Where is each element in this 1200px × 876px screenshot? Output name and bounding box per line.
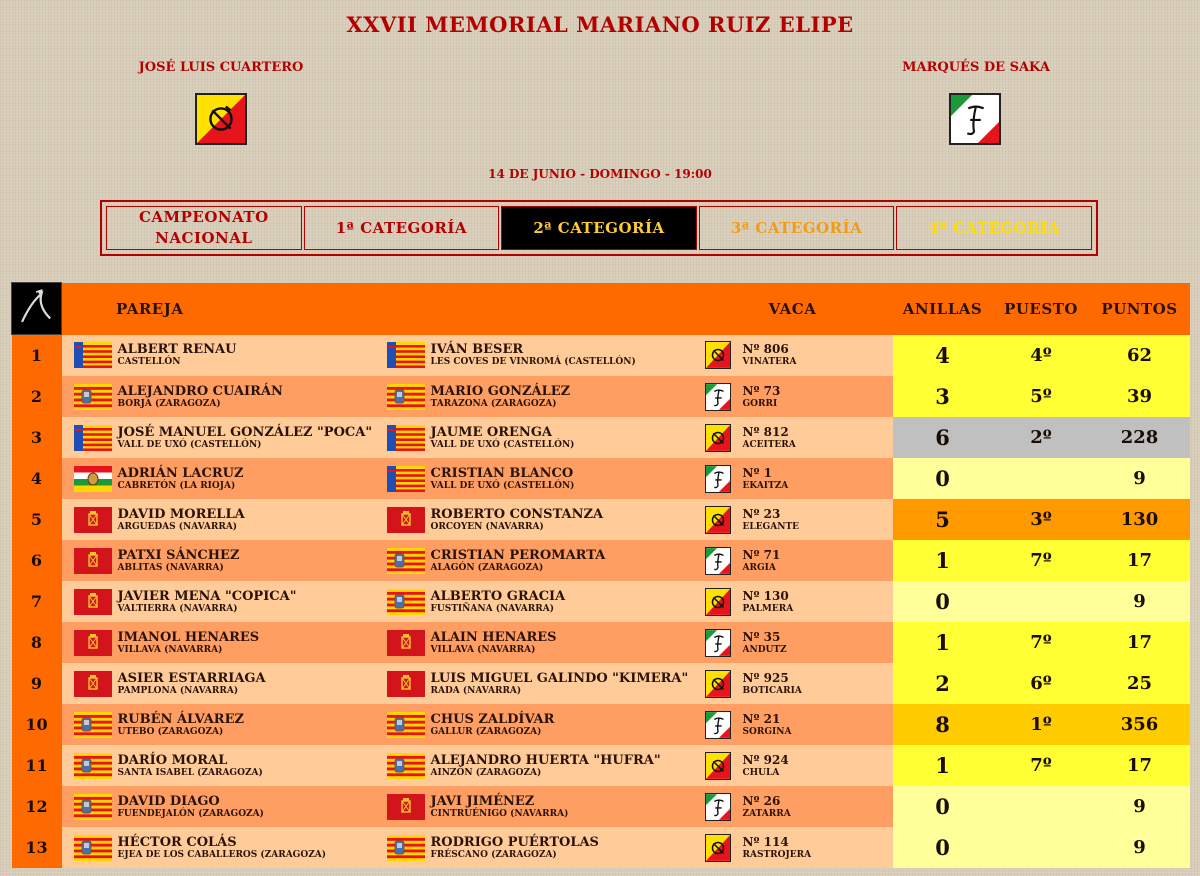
- valencia-flag-icon: [387, 342, 425, 368]
- anillas-value: 6: [893, 417, 993, 458]
- cuartero-ganaderia-icon: [705, 670, 731, 698]
- table-row: [12, 786, 1190, 827]
- player-2-cell: [375, 376, 693, 417]
- player-1-cell: [62, 745, 375, 786]
- player-2-name: RODRIGO PUÉRTOLAS: [430, 834, 599, 850]
- puntos-value: 9: [1090, 581, 1190, 622]
- vaca-cell: [693, 581, 893, 622]
- player-1-location: ARGUEDAS (NAVARRA): [117, 521, 238, 532]
- vaca-name: SORGINA: [742, 726, 792, 737]
- player-1-location: SANTA ISABEL (ZARAGOZA): [117, 767, 263, 778]
- puntos-value: 25: [1090, 663, 1190, 704]
- player-2-cell: [375, 827, 693, 868]
- aragon-flag-icon: [387, 589, 425, 615]
- table-header: [12, 283, 1190, 335]
- vaca-name: GORRI: [742, 398, 778, 409]
- player-2-name: MARIO GONZÁLEZ: [430, 383, 571, 399]
- tab-label: 3ª CATEGORÍA: [730, 218, 863, 237]
- table-row: [12, 499, 1190, 540]
- navarra-flag-icon: [387, 671, 425, 697]
- sponsor-left-name: JOSÉ LUIS CUARTERO: [138, 60, 304, 75]
- puesto-value: 1º: [993, 704, 1090, 745]
- anillas-value: 3: [893, 376, 993, 417]
- vaca-name: CHULA: [742, 767, 780, 778]
- player-1-name: JOSÉ MANUEL GONZÁLEZ "POCA": [117, 424, 373, 440]
- puntos-value: 9: [1090, 458, 1190, 499]
- puesto-value: 2º: [993, 417, 1090, 458]
- player-1-location: PAMPLONA (NAVARRA): [117, 685, 239, 696]
- vaca-name: ELEGANTE: [742, 521, 800, 532]
- row-number: 8: [12, 622, 62, 663]
- aragon-flag-icon: [387, 835, 425, 861]
- tab-campeonato-nacional[interactable]: [106, 206, 302, 250]
- tab-3-categoria[interactable]: [699, 206, 895, 250]
- valencia-flag-icon: [387, 425, 425, 451]
- col-header-puntos: PUNTOS: [1090, 283, 1190, 335]
- player-2-cell: [375, 663, 693, 704]
- row-number: 11: [12, 745, 62, 786]
- vaca-cell: [693, 499, 893, 540]
- player-2-cell: [375, 745, 693, 786]
- table-row: [12, 745, 1190, 786]
- player-1-location: ABLITAS (NAVARRA): [117, 562, 224, 573]
- table-row: [12, 704, 1190, 745]
- player-1-location: CASTELLÓN: [117, 357, 181, 368]
- saka-ganaderia-icon: [705, 383, 731, 411]
- player-1-location: VALL DE UXÓ (CASTELLÓN): [117, 439, 262, 450]
- player-1-name: RUBÉN ÁLVAREZ: [117, 711, 244, 727]
- player-1-cell: [62, 540, 375, 581]
- player-2-location: TARAZONA (ZARAGOZA): [430, 398, 557, 409]
- vaca-number: Nº 21: [742, 711, 781, 726]
- vaca-name: EKAITZA: [742, 480, 789, 491]
- player-1-cell: [62, 458, 375, 499]
- row-number: 12: [12, 786, 62, 827]
- saka-ganaderia-icon: [705, 793, 731, 821]
- player-1-name: DAVID MORELLA: [117, 506, 245, 522]
- anillas-value: 2: [893, 663, 993, 704]
- table-row: [12, 376, 1190, 417]
- vaca-number: Nº 71: [742, 547, 781, 562]
- vaca-number: Nº 812: [742, 424, 789, 439]
- player-2-cell: [375, 499, 693, 540]
- player-2-cell: [375, 704, 693, 745]
- puesto-value: [993, 458, 1090, 499]
- sponsor-right-name: MARQUÉS DE SAKA: [902, 60, 1050, 75]
- aragon-flag-icon: [387, 384, 425, 410]
- player-1-name: ADRIÁN LACRUZ: [117, 465, 244, 481]
- cuartero-ganaderia-icon: [705, 834, 731, 862]
- anillas-value: 8: [893, 704, 993, 745]
- row-number: 7: [12, 581, 62, 622]
- table-row: [12, 540, 1190, 581]
- player-2-name: CRISTIAN PEROMARTA: [430, 547, 606, 563]
- vaca-cell: [693, 376, 893, 417]
- valencia-flag-icon: [387, 466, 425, 492]
- navarra-flag-icon: [74, 630, 112, 656]
- vaca-number: Nº 26: [742, 793, 781, 808]
- puntos-value: 9: [1090, 786, 1190, 827]
- player-2-cell: [375, 335, 693, 377]
- player-1-name: ALEJANDRO CUAIRÁN: [117, 383, 283, 399]
- player-2-location: VALL DE UXÓ (CASTELLÓN): [430, 439, 575, 450]
- puesto-value: [993, 786, 1090, 827]
- player-2-name: JAUME ORENGA: [430, 424, 553, 440]
- player-1-cell: [62, 704, 375, 745]
- cuartero-ganaderia-icon: [705, 341, 731, 369]
- saka-ganaderia-icon: [705, 629, 731, 657]
- navarra-flag-icon: [74, 671, 112, 697]
- row-number: 1: [12, 335, 62, 377]
- player-1-location: FUENDEJALÓN (ZARAGOZA): [117, 808, 264, 819]
- puesto-value: 7º: [993, 540, 1090, 581]
- cuartero-ganaderia-icon: [705, 506, 731, 534]
- rioja-flag-icon: [74, 466, 112, 492]
- valencia-flag-icon: [74, 342, 112, 368]
- vaca-name: VINATERA: [742, 357, 797, 368]
- row-number: 3: [12, 417, 62, 458]
- player-2-name: ALBERTO GRACIA: [430, 588, 566, 604]
- cuartero-ganaderia-logo-icon: [195, 93, 247, 145]
- player-2-name: ALAIN HENARES: [430, 629, 557, 645]
- aragon-flag-icon: [74, 835, 112, 861]
- vaca-name: PALMERA: [742, 603, 794, 614]
- table-row: [12, 663, 1190, 704]
- player-1-cell: [62, 663, 375, 704]
- vaca-cell: [693, 745, 893, 786]
- cuartero-ganaderia-icon: [705, 588, 731, 616]
- player-2-location: ALAGÓN (ZARAGOZA): [430, 562, 544, 573]
- aragon-flag-icon: [74, 384, 112, 410]
- vaca-number: Nº 925: [742, 670, 789, 685]
- player-1-location: EJEA DE LOS CABALLEROS (ZARAGOZA): [117, 849, 327, 860]
- saka-ganaderia-icon: [705, 547, 731, 575]
- vaca-number: Nº 114: [742, 834, 789, 849]
- aragon-flag-icon: [387, 753, 425, 779]
- player-1-cell: [62, 335, 375, 377]
- player-2-location: FRÉSCANO (ZARAGOZA): [430, 849, 557, 860]
- player-1-cell: [62, 417, 375, 458]
- table-row: [12, 458, 1190, 499]
- valencia-flag-icon: [74, 425, 112, 451]
- player-1-location: VILLAVA (NAVARRA): [117, 644, 223, 655]
- navarra-flag-icon: [387, 630, 425, 656]
- player-2-cell: [375, 581, 693, 622]
- anillas-value: 1: [893, 540, 993, 581]
- vaca-cell: [693, 335, 893, 377]
- anillas-value: 0: [893, 458, 993, 499]
- aragon-flag-icon: [74, 794, 112, 820]
- puntos-value: 356: [1090, 704, 1190, 745]
- player-1-name: IMANOL HENARES: [117, 629, 260, 645]
- puntos-value: 17: [1090, 745, 1190, 786]
- vaca-cell: [693, 417, 893, 458]
- vaca-name: ACEITERA: [742, 439, 796, 450]
- puesto-value: 4º: [993, 335, 1090, 377]
- player-1-name: ALBERT RENAU: [117, 342, 237, 358]
- player-1-cell: [62, 499, 375, 540]
- player-1-cell: [62, 622, 375, 663]
- player-2-name: IVÁN BESER: [430, 342, 524, 358]
- player-2-name: ALEJANDRO HUERTA "HUFRA": [430, 752, 661, 768]
- col-header-puesto: PUESTO: [993, 283, 1090, 335]
- vaca-name: BOTICARIA: [742, 685, 802, 696]
- vaca-number: Nº 73: [742, 383, 781, 398]
- tab-1-categoria[interactable]: [304, 206, 500, 250]
- vaca-cell: [693, 663, 893, 704]
- player-2-cell: [375, 458, 693, 499]
- row-number: 2: [12, 376, 62, 417]
- player-2-location: VILLAVA (NAVARRA): [430, 644, 536, 655]
- anillas-value: 0: [893, 786, 993, 827]
- table-row: [12, 335, 1190, 377]
- puesto-value: 5º: [993, 376, 1090, 417]
- player-1-name: JAVIER MENA "COPICA": [117, 588, 297, 604]
- aragon-flag-icon: [387, 712, 425, 738]
- player-2-location: GALLUR (ZARAGOZA): [430, 726, 542, 737]
- event-date: 14 DE JUNIO - DOMINGO - 19:00: [488, 167, 712, 181]
- player-1-cell: [62, 827, 375, 868]
- puntos-value: 62: [1090, 335, 1190, 377]
- category-tabs: [100, 200, 1098, 256]
- aragon-flag-icon: [74, 712, 112, 738]
- puntos-value: 9: [1090, 827, 1190, 868]
- table-row: [12, 827, 1190, 868]
- tab-2-categoria[interactable]: [501, 206, 697, 250]
- puesto-value: 7º: [993, 745, 1090, 786]
- saka-ganaderia-logo-icon: [949, 93, 1001, 145]
- saka-ganaderia-icon: [705, 711, 731, 739]
- puntos-value: 228: [1090, 417, 1190, 458]
- player-1-location: CABRETÓN (LA RIOJA): [117, 480, 236, 491]
- vaca-number: Nº 924: [742, 752, 789, 767]
- row-number: 13: [12, 827, 62, 868]
- tab-label: 1ª CATEGORÍA: [335, 218, 468, 237]
- vaca-cell: [693, 622, 893, 663]
- player-1-name: DARÍO MORAL: [117, 752, 228, 768]
- table-row: [12, 622, 1190, 663]
- cuartero-ganaderia-icon: [705, 424, 731, 452]
- player-1-location: UTEBO (ZARAGOZA): [117, 726, 224, 737]
- vaca-cell: [693, 704, 893, 745]
- vaca-cell: [693, 540, 893, 581]
- aragon-flag-icon: [74, 753, 112, 779]
- recortes-logo-icon: [12, 283, 62, 335]
- col-header-pareja: PAREJA: [62, 283, 693, 335]
- vaca-name: RASTROJERA: [742, 849, 812, 860]
- puesto-value: 7º: [993, 622, 1090, 663]
- player-2-location: RADA (NAVARRA): [430, 685, 522, 696]
- saka-ganaderia-icon: [705, 465, 731, 493]
- player-1-location: BORJA (ZARAGOZA): [117, 398, 221, 409]
- player-1-cell: [62, 786, 375, 827]
- player-2-location: FUSTIÑANA (NAVARRA): [430, 603, 554, 614]
- navarra-flag-icon: [387, 507, 425, 533]
- player-2-name: ROBERTO CONSTANZA: [430, 506, 604, 522]
- col-header-vaca: VACA: [693, 283, 893, 335]
- vaca-number: Nº 23: [742, 506, 781, 521]
- player-2-cell: [375, 786, 693, 827]
- anillas-value: 1: [893, 622, 993, 663]
- player-2-location: ORCOYEN (NAVARRA): [430, 521, 544, 532]
- navarra-flag-icon: [74, 548, 112, 574]
- player-1-location: VALTIERRA (NAVARRA): [117, 603, 238, 614]
- player-2-location: LES COVES DE VINROMÁ (CASTELLÓN): [430, 357, 636, 368]
- cuartero-ganaderia-icon: [705, 752, 731, 780]
- player-2-name: LUIS MIGUEL GALINDO "KIMERA": [430, 670, 689, 686]
- player-2-location: VALL DE UXÓ (CASTELLÓN): [430, 480, 575, 491]
- vaca-name: ZATARRA: [742, 808, 791, 819]
- row-number: 6: [12, 540, 62, 581]
- player-1-name: DAVID DIAGO: [117, 793, 220, 809]
- col-header-anillas: ANILLAS: [893, 283, 993, 335]
- player-1-name: PATXI SÁNCHEZ: [117, 547, 240, 563]
- player-2-name: CHUS ZALDÍVAR: [430, 711, 555, 727]
- puntos-value: 17: [1090, 622, 1190, 663]
- player-1-name: ASIER ESTARRIAGA: [117, 670, 266, 686]
- tab-label: 2ª CATEGORÍA: [533, 218, 665, 237]
- vaca-cell: [693, 458, 893, 499]
- vaca-cell: [693, 786, 893, 827]
- tab-label: 4ª CATEGORÍA: [928, 218, 1060, 237]
- player-2-cell: [375, 540, 693, 581]
- navarra-flag-icon: [74, 589, 112, 615]
- player-1-cell: [62, 376, 375, 417]
- navarra-flag-icon: [387, 794, 425, 820]
- row-number: 4: [12, 458, 62, 499]
- anillas-value: 0: [893, 581, 993, 622]
- vaca-name: ARGIA: [742, 562, 776, 573]
- results-table: [11, 282, 1190, 868]
- tab-label-line2: NACIONAL: [155, 229, 253, 247]
- player-1-cell: [62, 581, 375, 622]
- puntos-value: 39: [1090, 376, 1190, 417]
- vaca-number: Nº 1: [742, 465, 772, 480]
- vaca-number: Nº 35: [742, 629, 781, 644]
- player-2-location: CINTRUÉNIGO (NAVARRA): [430, 808, 569, 819]
- tab-label-line1: CAMPEONATO: [138, 208, 269, 226]
- puesto-value: [993, 581, 1090, 622]
- player-2-location: AINZÓN (ZARAGOZA): [430, 767, 542, 778]
- row-number: 10: [12, 704, 62, 745]
- puntos-value: 130: [1090, 499, 1190, 540]
- row-number: 5: [12, 499, 62, 540]
- row-number: 9: [12, 663, 62, 704]
- puesto-value: 3º: [993, 499, 1090, 540]
- puesto-value: 6º: [993, 663, 1090, 704]
- table-row: [12, 417, 1190, 458]
- anillas-value: 0: [893, 827, 993, 868]
- player-2-name: CRISTIAN BLANCO: [430, 465, 574, 481]
- vaca-number: Nº 806: [742, 342, 789, 357]
- table-row: [12, 581, 1190, 622]
- player-1-name: HÉCTOR COLÁS: [117, 834, 237, 850]
- anillas-value: 5: [893, 499, 993, 540]
- vaca-number: Nº 130: [742, 588, 789, 603]
- aragon-flag-icon: [387, 548, 425, 574]
- player-2-name: JAVI JIMÉNEZ: [430, 793, 535, 809]
- page-title: XXVII MEMORIAL MARIANO RUIZ ELIPE: [346, 12, 854, 37]
- anillas-value: 1: [893, 745, 993, 786]
- puntos-value: 17: [1090, 540, 1190, 581]
- vaca-cell: [693, 827, 893, 868]
- player-2-cell: [375, 622, 693, 663]
- tab-4-categoria[interactable]: [896, 206, 1092, 250]
- vaca-name: ANDUTZ: [742, 644, 787, 655]
- player-2-cell: [375, 417, 693, 458]
- navarra-flag-icon: [74, 507, 112, 533]
- puesto-value: [993, 827, 1090, 868]
- anillas-value: 4: [893, 335, 993, 377]
